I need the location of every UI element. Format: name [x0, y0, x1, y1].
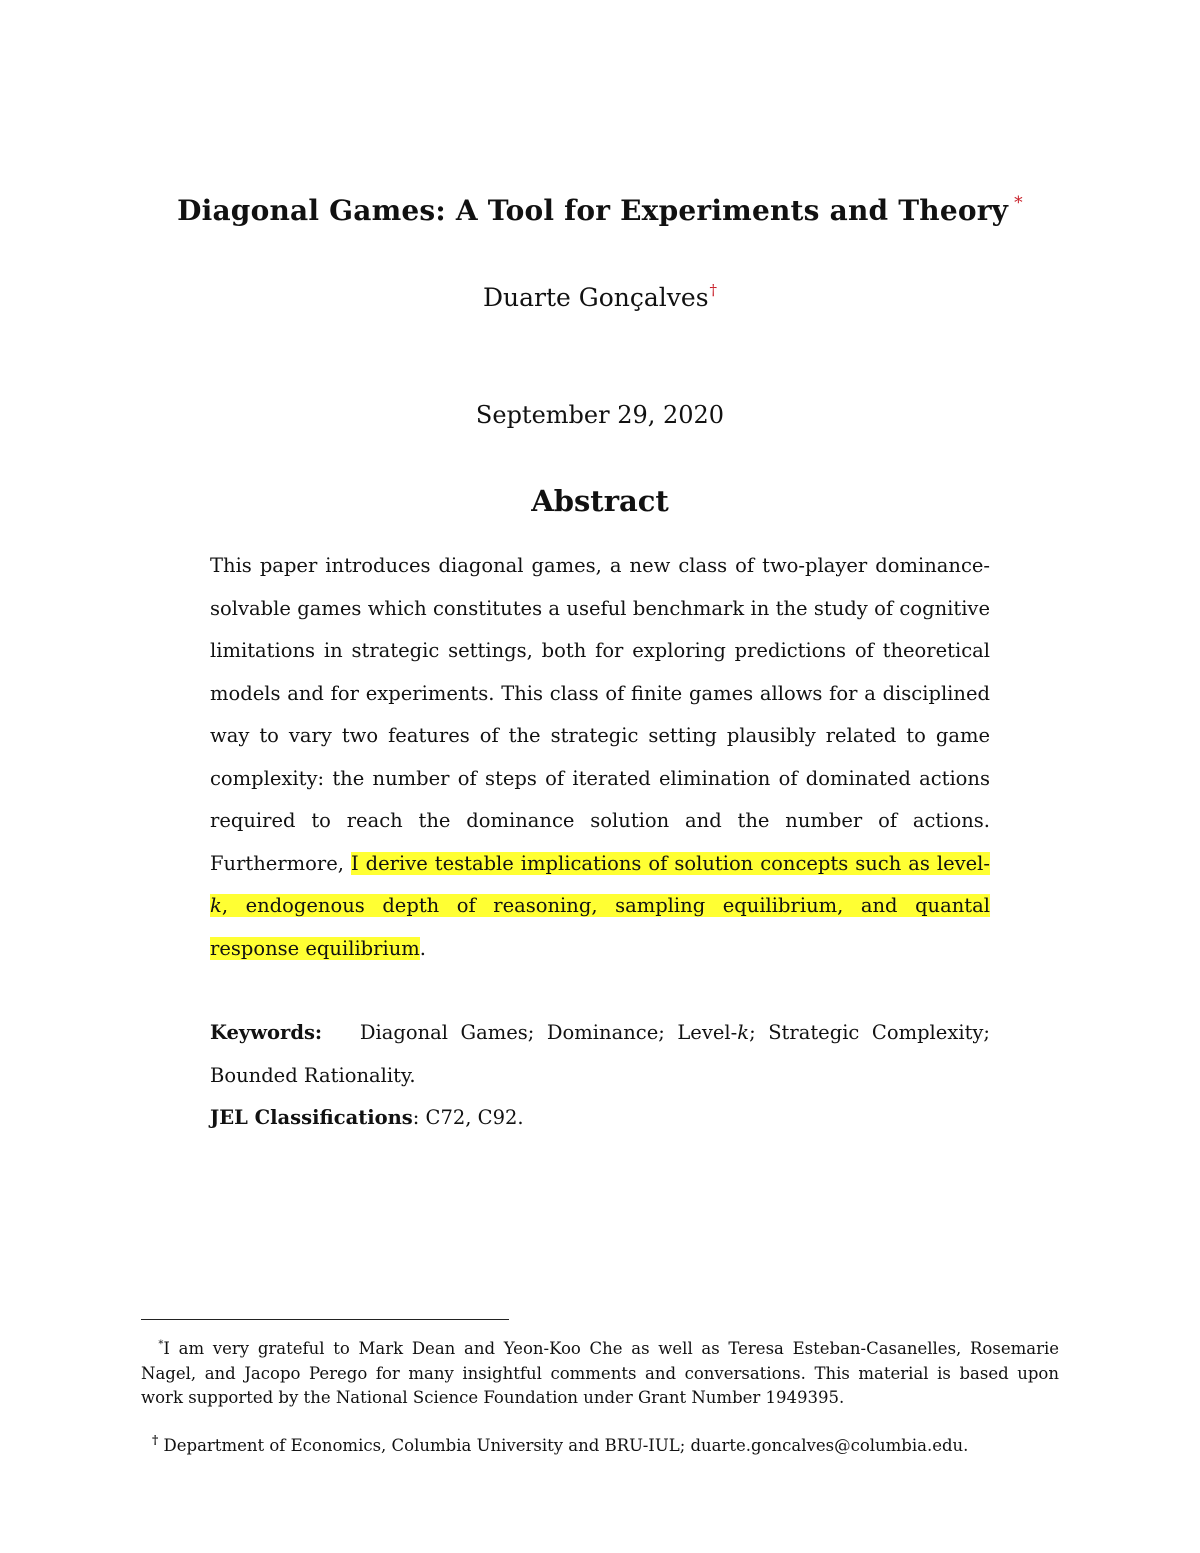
keywords-label: Keywords: — [210, 1021, 323, 1044]
abstract-highlight-text-b: , endogenous depth of reasoning, sampling equilibrium, and quantal response equilibrium — [210, 894, 990, 960]
footnote-mark-dagger: † — [152, 1433, 159, 1447]
paper-title — [0, 193, 1200, 227]
keywords-text-a: Diagonal Games; Dominance; Level- — [359, 1021, 738, 1044]
jel-label: JEL Classifications — [210, 1106, 413, 1129]
footnote-acknowledgement-text: I am very grateful to Mark Dean and Yeon-Koo Che as well as Teresa Esteban-Casanelles, Rosemarie Nagel, and Jacopo Perego for many insightful comments and conversations. This material is based upon work supported by the National Science Foundation under Grant Number 1949395. — [141, 1339, 1059, 1407]
footnote-affiliation-text: Department of Economics, Columbia University and BRU-IUL; duarte.goncalves@columbia.edu. — [163, 1436, 969, 1455]
abstract-text: This paper introduces diagonal games, a new class of two-player dominance-solvable games which constitutes a useful benchmark in the study of cognitive limitations in strategic settings, both for exploring predictions of theoretical models and for experiments. This class of finite games allows for a disciplined way to vary two features of the strategic setting plausibly related to game complexity: the number of steps of iterated elimination of dominated actions required to reach the dominance solution and the number of actions. Furthermore, — [210, 554, 990, 875]
title-text: Diagonal Games: A Tool for Experiments and Theory — [177, 194, 1009, 227]
footnote-affiliation — [141, 1428, 1070, 1459]
footnote-mark-asterisk: * — [158, 1339, 164, 1350]
keywords-text-b: ; Strategic Complexity; Bounded Rationality. — [210, 1021, 990, 1087]
abstract-heading: Abstract — [531, 484, 669, 518]
footnote-acknowledgement — [141, 1333, 1059, 1411]
abstract-highlight-k: k — [210, 894, 222, 917]
abstract-end: . — [419, 936, 426, 960]
author-footnote-mark[interactable]: † — [709, 281, 718, 299]
keywords-k: k — [737, 1021, 750, 1044]
footnote-rule — [141, 1319, 509, 1320]
keywords — [210, 1012, 990, 1097]
abstract-body — [210, 545, 990, 970]
author-name: Duarte Gonçalves — [482, 283, 709, 312]
jel-text: : C72, C92. — [412, 1106, 524, 1129]
paper-date: September 29, 2020 — [475, 401, 725, 429]
abstract-highlight-text-a: I derive testable implications of solution concepts such as level- — [350, 851, 990, 875]
author-line — [0, 281, 1200, 312]
jel-classifications — [210, 1097, 990, 1140]
title-footnote-mark[interactable]: * — [1014, 193, 1023, 213]
